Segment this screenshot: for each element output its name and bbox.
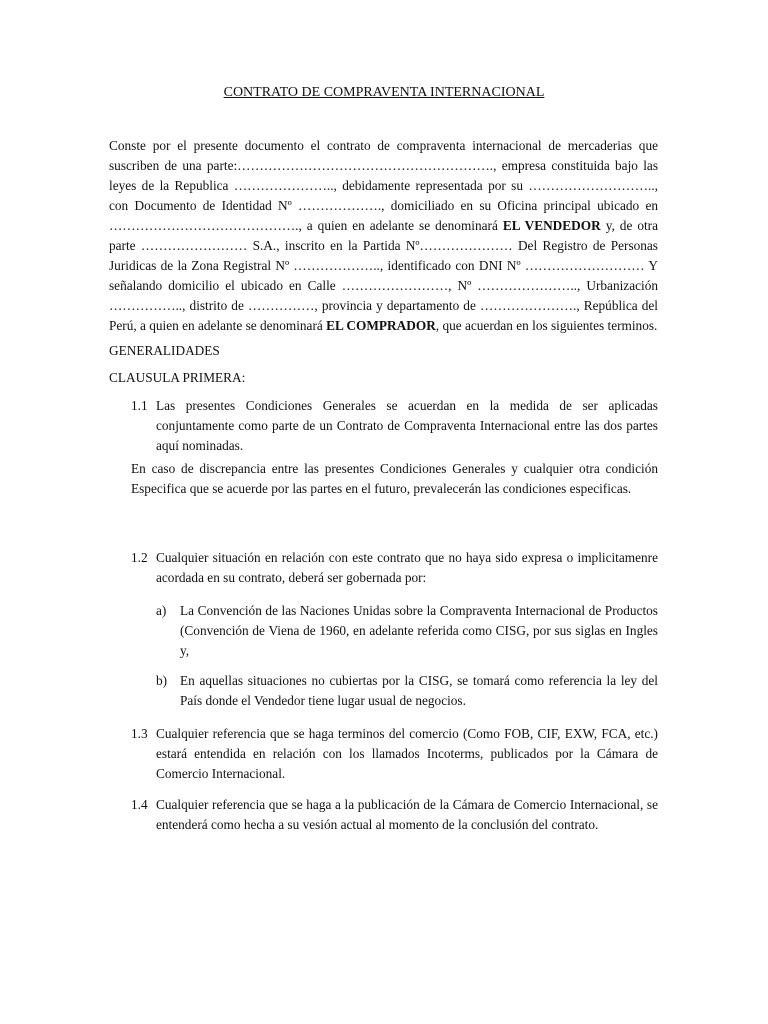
clause-number: 1.4	[131, 797, 148, 812]
clause-1-2	[131, 548, 658, 588]
section-heading-clausula-primera: CLAUSULA PRIMERA:	[109, 370, 246, 385]
subclause-text: En aquellas situaciones no cubiertas por la CISG, se tomará como referencia la ley del País donde el Vendedor tiene lugar usual de negocios.	[180, 673, 658, 708]
intro-text-part-3: , que acuerdan en los siguientes terminos.	[435, 318, 658, 333]
clause-1-4	[131, 795, 658, 835]
clause-1-3	[131, 724, 658, 784]
comprador-label: EL COMPRADOR	[326, 318, 436, 333]
clause-text: Cualquier situación en relación con este contrato que no haya sido expresa o implicitamenre acordada en su contrato, deberá ser gobernada por:	[156, 550, 658, 585]
clause-number: 1.1	[131, 398, 148, 413]
clause-text: Cualquier referencia que se haga a la publicación de la Cámara de Comercio Internacional, se entenderá como hecha a su vesión actual al momento de la conclusión del contrato.	[156, 797, 658, 832]
intro-paragraph	[109, 136, 658, 336]
subclause-letter: b)	[156, 673, 168, 688]
document-title: CONTRATO DE COMPRAVENTA INTERNACIONAL	[223, 85, 545, 100]
subclause-a	[156, 601, 658, 661]
clause-text: Cualquier referencia que se haga terminos del comercio (Como FOB, CIF, EXW, FCA, etc.) estará entendida en relación con los llamados Incoterms, publicados por la Cámara de Comercio Internacional.	[156, 726, 658, 781]
subclause-text: La Convención de las Naciones Unidas sobre la Compraventa Internacional de Productos (Convención de Viena de 1960, en adelante referida como CISG, por sus siglas en Ingles y,	[180, 603, 658, 658]
intro-text-part-2: y, de otra parte …………………… S.A., inscrito en la Partida Nº………………… Del Registro de Personas Juridicas de la Zona Registral Nº ……………….., identificado con DNI Nº ……………………… Y señalando domicilio el ubicado en Calle ……………………, Nº ………………….., Urbanización …………….., distrito de ……………, provincia y departamento de …………………., República del Perú, a quien en adelante se denominará	[109, 218, 659, 333]
section-heading-generalidades: GENERALIDADES	[109, 343, 220, 358]
clause-1-1	[131, 396, 658, 456]
subclause-b	[156, 671, 658, 711]
clause-number: 1.3	[131, 726, 148, 741]
clause-text: Las presentes Condiciones Generales se acuerdan en la medida de ser aplicadas conjuntamente como parte de un Contrato de Compraventa Internacional entre las dos partes aquí nominadas.	[156, 398, 658, 453]
discrepancy-paragraph: En caso de discrepancia entre las presentes Condiciones Generales y cualquier otra condición Especifica que se acuerde por las partes en el futuro, prevalecerán las condiciones especificas.	[131, 461, 658, 496]
vendedor-label: EL VENDEDOR	[502, 218, 601, 233]
clause-number: 1.2	[131, 550, 148, 565]
intro-text-part-1: Conste por el presente documento el contrato de compraventa internacional de mercaderias que suscriben de una parte:…………………………………………………., empresa constituida bajo las leyes de la Republica ………………….., debidamente representada por su ……………………….., con Documento de Identidad Nº ………………., domiciliado en su Oficina principal ubicado en ……………………………………., a quien en adelante se denominará	[109, 138, 658, 233]
subclause-letter: a)	[156, 603, 167, 618]
